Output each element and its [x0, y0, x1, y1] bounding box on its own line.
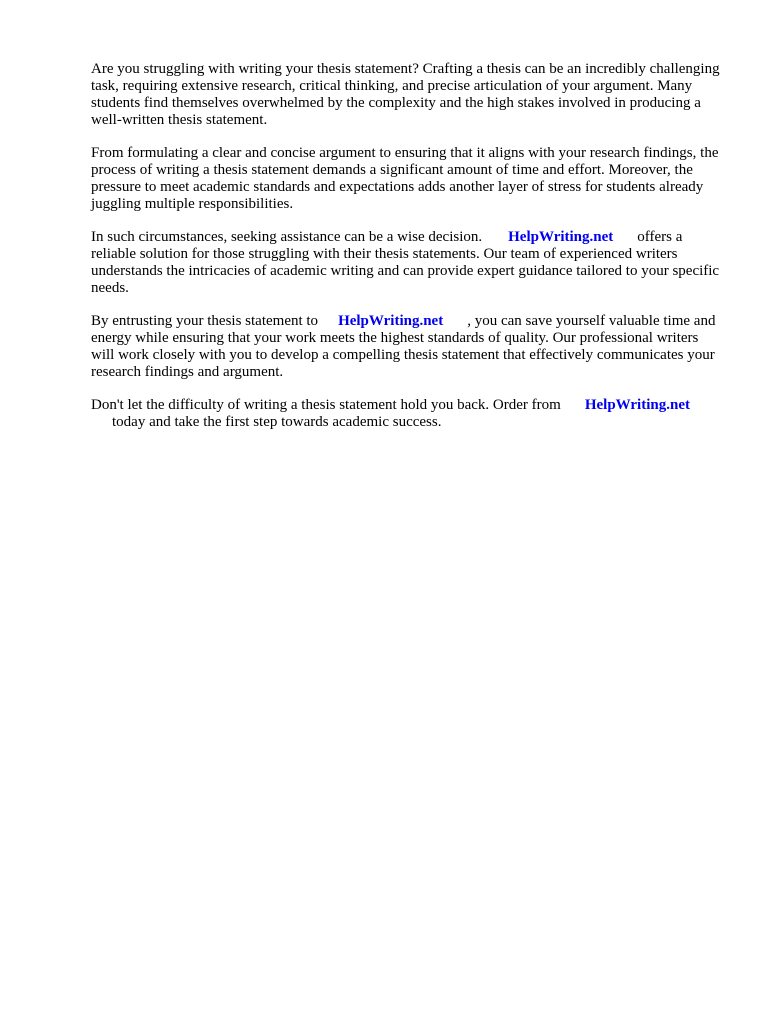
paragraph-entrusting-text-before: By entrusting your thesis statement to [91, 313, 319, 329]
paragraph-assistance [91, 229, 723, 297]
paragraph-process: From formulating a clear and concise argument to ensuring that it aligns with your research findings, the process of writing a thesis statement demands a significant amount of time and effort. Moreover, the pressure to meet academic standards and expectations adds another layer of stress for students already juggling multiple responsibilities. [91, 145, 719, 212]
document-body [91, 61, 723, 447]
paragraph-cta-text-before: Don't let the difficulty of writing a thesis statement hold you back. Order from [91, 397, 561, 413]
paragraph-intro: Are you struggling with writing your thesis statement? Crafting a thesis can be an incredibly challenging task, requiring extensive research, critical thinking, and precise articulation of your argument. Many students find themselves overwhelmed by the complexity and the high stakes involved in producing a well-written thesis statement. [91, 61, 720, 128]
helpwriting-link-1[interactable]: HelpWriting.net [508, 229, 614, 245]
paragraph-call-to-action [91, 397, 723, 431]
paragraph-assistance-text-after: offers a reliable solution for those struggling with their thesis statements. Our team of experienced writers understands the intricacies of academic writing and can provide expert guidance tailored to your specific needs. [91, 229, 720, 296]
helpwriting-link-3[interactable]: HelpWriting.net [584, 397, 690, 413]
paragraph-entrusting [91, 313, 723, 381]
paragraph-entrusting-text-after: , you can save yourself valuable time and energy while ensuring that your work meets the highest standards of quality. Our professional writers will work closely with you to develop a compelling thesis statement that effectively communicates your research findings and argument. [91, 313, 716, 380]
paragraph-cta-text-after: today and take the first step towards academic success. [112, 414, 442, 430]
paragraph-assistance-text-before: In such circumstances, seeking assistance can be a wise decision. [91, 229, 483, 245]
helpwriting-link-2[interactable]: HelpWriting.net [338, 313, 444, 329]
